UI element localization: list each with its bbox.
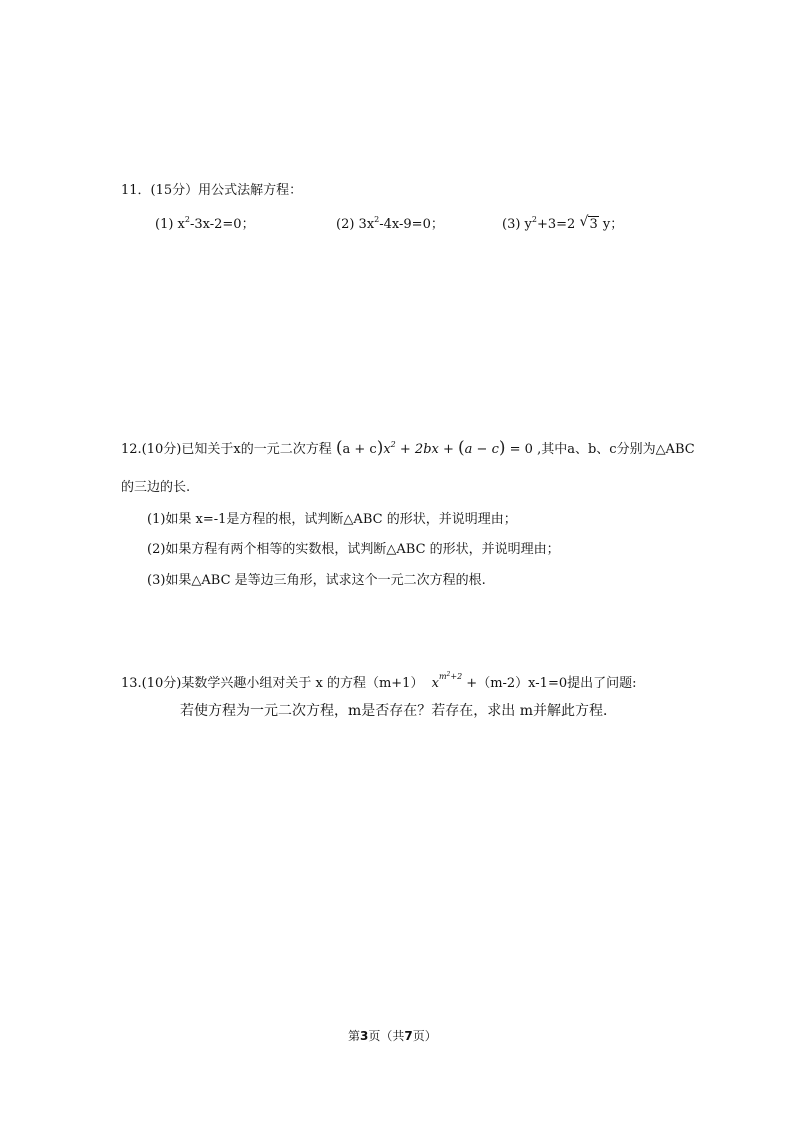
q13-lead: 13.(10分)某数学兴趣小组对关于 x 的方程（m+1） [121,676,424,691]
q11-part-2-sup: 2 [374,215,380,224]
q11-part-1 [155,213,255,232]
q11-part-3-mid: +3=2 [537,217,576,232]
q11-header: 11．(15分）用公式法解方程： [121,183,303,198]
sqrt-symbol [579,214,598,232]
footer-post: 页） [412,1029,437,1043]
q11-part-3 [502,213,623,232]
footer-mid: 页（共 [368,1029,405,1043]
q12-eq-term-4: a − c [464,442,499,457]
q13-line-2: 若使方程为一元二次方程，m是否存在？若存在，求出 m并解此方程． [180,703,617,719]
q11-part-1-sup: 2 [184,215,190,224]
q13-line-1 [121,672,637,691]
q13-exp-rest: +2 [450,672,463,681]
q12-sub-3: (3)如果△ABC 是等边三角形，试求这个一元二次方程的根. [147,573,486,588]
q12-line-2: 的三边的长. [121,480,191,495]
q11-part-1-label: (1) x [155,217,185,232]
q12-line-1 [121,438,695,458]
sqrt-radicand: 3 [589,217,598,232]
q11-part-3-label: (3) y [502,217,532,232]
q12-lead: 12.(10分)已知关于x的一元二次方程 [121,442,332,457]
q11-part-2 [336,213,444,232]
page-footer [348,1027,437,1044]
q13-x: x [431,676,439,691]
footer-page-number: 3 [360,1029,369,1043]
radical-sign-icon: √ [579,214,589,230]
footer-pre: 第 [348,1029,361,1043]
q13-power-term [431,671,467,691]
q11-part-3-rest: y； [602,217,624,232]
q12-sub-2: (2)如果方程有两个相等的实数根，试判断△ABC 的形状，并说明理由； [147,542,560,557]
footer-total-pages: 7 [404,1029,413,1043]
q12-sub-1: (1)如果 x=-1是方程的根，试判断△ABC 的形状，并说明理由； [147,512,517,527]
q12-tail: ,其中a、b、c分别为△ABC [537,442,695,457]
q11-part-3-sup: 2 [531,215,537,224]
q12-equation: $(a + c)x^2 + 2bx + (a - c) = 0$ [335,438,533,458]
q13-exponent [439,672,462,681]
q12-eq-term-3: + 2bx + [395,442,459,457]
q13-exp-m: m [438,672,447,681]
q12-eq-x: x [383,442,391,457]
q12-eq-term-5: = 0 [505,442,533,457]
q12-eq-x-sup: 2 [390,440,396,449]
q13-exp-m-sup: 2 [446,671,451,678]
q11-part-1-rest: -3x-2=0； [189,217,255,232]
q11-part-2-rest: -4x-9=0； [379,217,444,232]
q12-eq-term-1: a + c [342,442,377,457]
q13-tail: +（m-2）x-1=0提出了问题: [466,676,637,691]
q11-part-2-label: (2) 3x [336,217,375,232]
